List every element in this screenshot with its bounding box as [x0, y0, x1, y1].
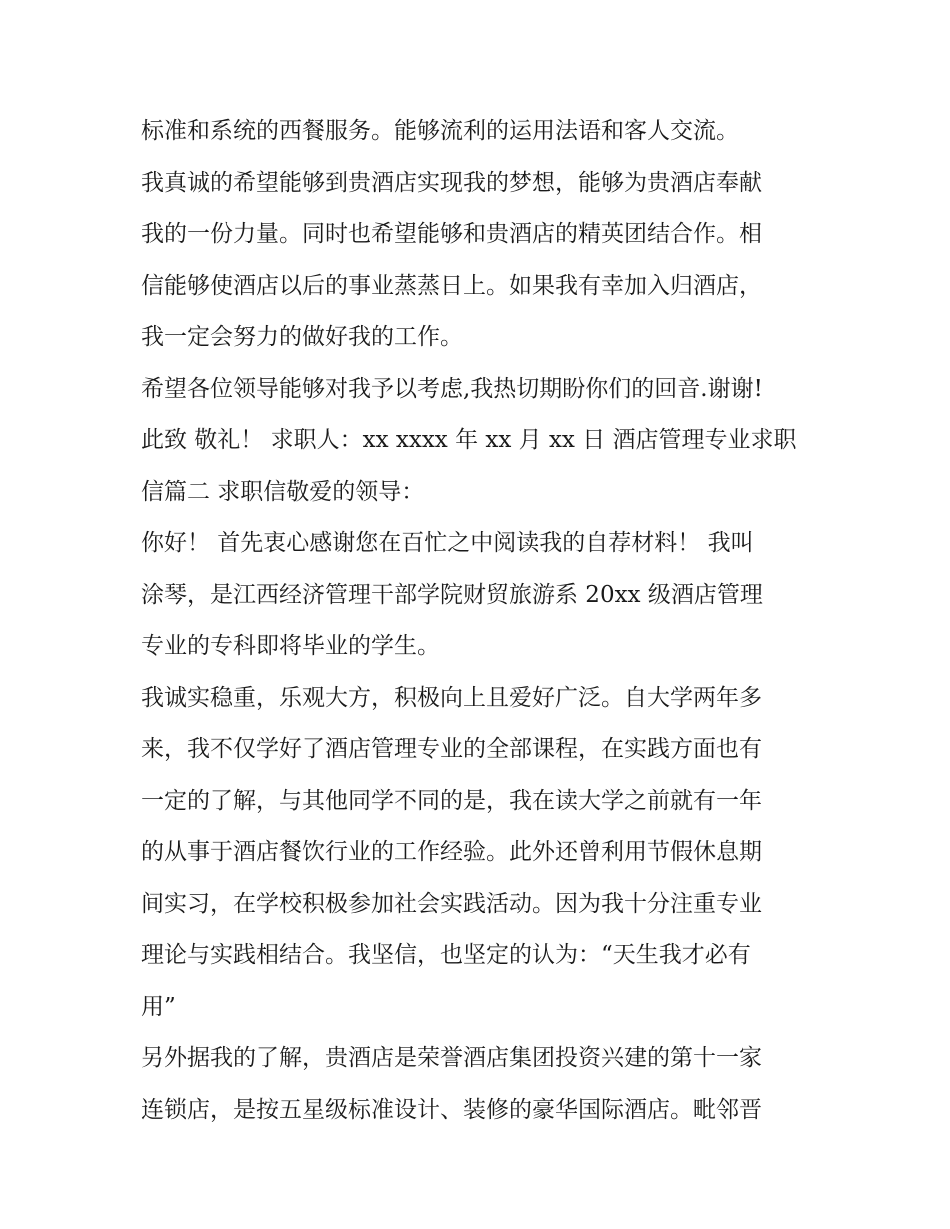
text-line-8: 信篇二 求职信敬爱的领导： — [141, 478, 425, 505]
text-line-6: 希望各位领导能够对我予以考虑,我热切期盼你们的回音.谢谢! — [141, 375, 763, 402]
text-line-17: 理论与实践相结合。我坚信，也坚定的认为：“天生我才必有 — [141, 942, 751, 968]
text-line-15: 的从事于酒店餐饮行业的工作经验。此外还曾利用节假休息期 — [141, 839, 762, 865]
text-line-10: 涂琴，是江西经济管理干部学院财贸旅游系 20xx 级酒店管理 — [141, 581, 763, 608]
text-line-5: 我一定会努力的做好我的工作。 — [141, 324, 463, 350]
text-line-19: 另外据我的了解，贵酒店是荣誉酒店集团投资兴建的第十一家 — [141, 1045, 762, 1071]
text-line-3: 我的一份力量。同时也希望能够和贵酒店的精英团结合作。相 — [141, 221, 762, 247]
text-line-14: 一定的了解，与其他同学不同的是，我在读大学之前就有一年 — [141, 787, 762, 814]
text-line-9: 你好！ 首先衷心感谢您在百忙之中阅读我的自荐材料！ 我叫 — [141, 530, 754, 556]
text-line-2: 我真诚的希望能够到贵酒店实现我的梦想，能够为贵酒店奉献 — [141, 169, 762, 196]
text-line-12: 我诚实稳重，乐观大方，积极向上且爱好广泛。自大学两年多 — [141, 684, 762, 711]
text-line-13: 来，我不仅学好了酒店管理专业的全部课程，在实践方面也有 — [141, 736, 762, 762]
text-line-11: 专业的专科即将毕业的学生。 — [141, 633, 440, 659]
text-line-16: 间实习，在学校积极参加社会实践活动。因为我十分注重专业 — [141, 890, 762, 917]
document-body — [141, 106, 821, 1136]
text-line-4: 信能够使酒店以后的事业蒸蒸日上。如果我有幸加入归酒店， — [141, 272, 762, 299]
text-line-20: 连锁店，是按五星级标准设计、装修的豪华国际酒店。毗邻晋 — [141, 1096, 762, 1123]
text-line-7: 此致 敬礼！ 求职人：xx xxxx 年 xx 月 xx 日 酒店管理专业求职 — [141, 427, 797, 453]
text-line-18: 用” — [141, 993, 176, 1020]
text-line-1: 标准和系统的西餐服务。能够流利的运用法语和客人交流。 — [141, 118, 739, 144]
